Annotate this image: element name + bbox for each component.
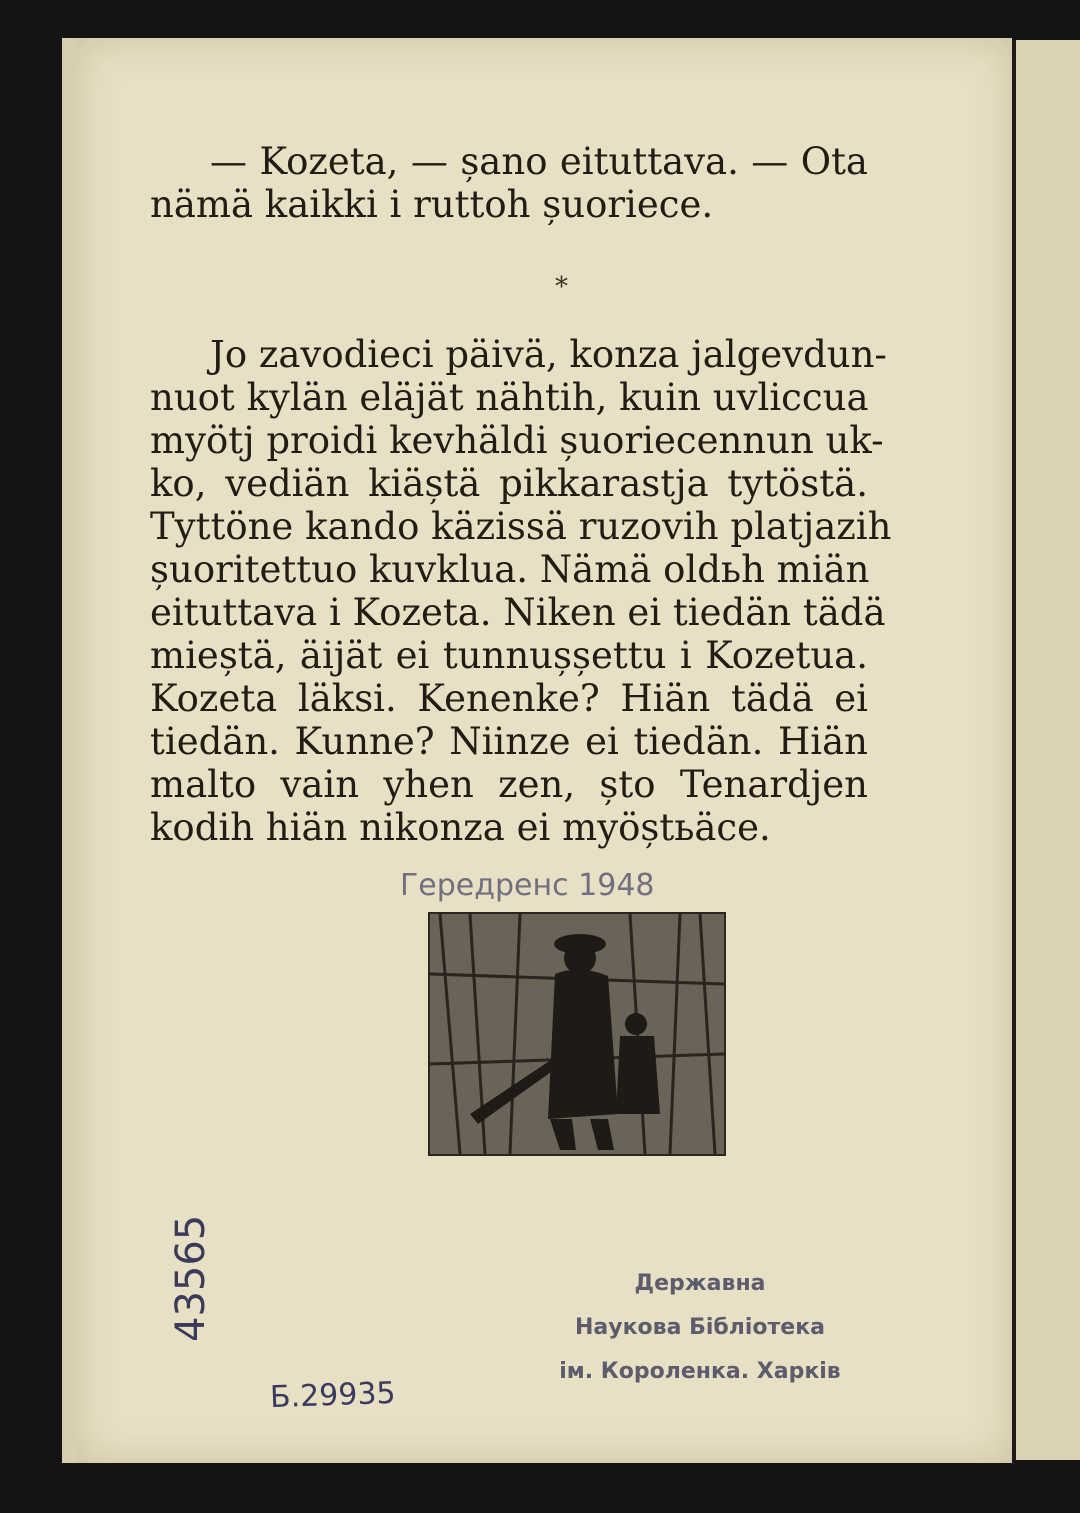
paragraph-narrative xyxy=(150,333,892,849)
text-line: mieștä, äijät ei tunnușșettu i Kozetua. xyxy=(150,634,868,677)
text-line: nämä kaikki i ruttoh șuoriece. xyxy=(150,183,714,226)
text-line: kodih hiän nikonza ei myöștьäce. xyxy=(150,806,771,849)
library-stamp-line: ім. Короленка. Харків xyxy=(559,1359,841,1384)
library-stamp-line: Державна xyxy=(634,1271,766,1296)
text-line: ko, vediän kiäștä pikkarastja tytöstä. xyxy=(150,462,868,505)
text-line: nuot kylän eläjät nähtih, kuin uvliccua xyxy=(150,376,869,419)
library-stamp-line: Наукова Бібліотека xyxy=(575,1315,825,1340)
next-page-edge xyxy=(1010,40,1080,1460)
section-separator: * xyxy=(555,272,568,302)
text-line: tiedän. Kunne? Niinze ei tiedän. Hiän xyxy=(150,720,868,763)
text-line: Tyttöne kando käzissä ruzovih platjazih xyxy=(150,505,892,548)
acquisition-stamp: Гередренс 1948 xyxy=(400,868,655,903)
text-line: — Kozeta, — șano eituttava. — Ota xyxy=(210,140,868,183)
text-line: myötj proidi kevhäldi șuoriecennun uk- xyxy=(150,419,884,462)
inventory-number-text: 43565 xyxy=(168,1214,214,1342)
text-line: Jo zavodieci päivä, konza jalgevdun- xyxy=(210,333,887,376)
inventory-number xyxy=(168,1132,318,1342)
catalog-number: Б.29935 xyxy=(269,1375,397,1416)
paragraph-dialogue xyxy=(150,140,868,226)
text-line: malto vain yhen zen, șto Tenardjen xyxy=(150,763,868,806)
library-stamp xyxy=(520,1262,880,1394)
text-line: eituttava i Kozeta. Niken ei tiedän tädä xyxy=(150,591,886,634)
engraving-illustration xyxy=(428,912,726,1156)
text-line: Kozeta läksi. Kenenke? Hiän tädä ei xyxy=(150,677,868,720)
text-line: șuoritettuo kuvklua. Nämä oldьh miän xyxy=(150,548,870,591)
forest-figures-icon xyxy=(430,914,724,1154)
